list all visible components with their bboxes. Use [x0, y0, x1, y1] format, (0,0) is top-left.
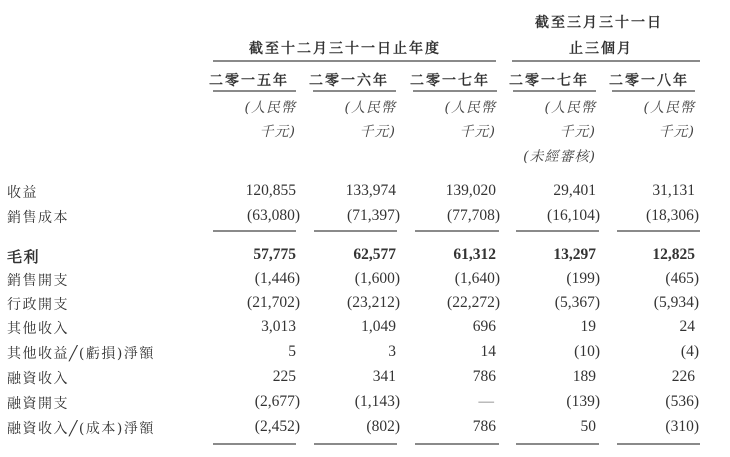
column-unit: 千元) [459, 124, 496, 140]
column-unit: (人民幣 [444, 100, 496, 116]
unaudited-note: (未經審核) [523, 149, 596, 165]
table-row-finance-income [0, 366, 730, 390]
column-unit: 千元) [559, 124, 596, 140]
cell-value: 61,312 [453, 246, 496, 263]
row-label: 融資收入 [7, 371, 69, 387]
annual-group-rule [213, 60, 496, 62]
row-label: 銷售開支 [7, 273, 69, 289]
column-header-year: 二零一七年 [509, 73, 589, 89]
cell-value: 139,020 [445, 182, 496, 199]
cell-value: (63,080) [247, 207, 300, 224]
cell-value: 13,297 [553, 246, 596, 263]
cell-value: (802) [366, 418, 400, 435]
quarter-group-rule [512, 60, 700, 62]
cell-value: 24 [679, 318, 695, 335]
cell-value: (2,452) [254, 418, 300, 435]
cell-value: 29,401 [553, 182, 596, 199]
cell-value: (5,934) [653, 294, 699, 311]
cell-value: 57,775 [253, 246, 296, 263]
bottom-rule [415, 443, 499, 445]
table-row-gross-profit [0, 244, 730, 268]
column-rule [213, 90, 296, 92]
table-row-other-gains-losses [0, 341, 730, 365]
bottom-rule [516, 443, 599, 445]
table-row-cost-of-sales [0, 205, 730, 229]
cell-value: 226 [671, 368, 695, 385]
table-row-other-income [0, 316, 730, 340]
cell-value: (1,143) [354, 393, 400, 410]
column-unit: (人民幣 [344, 100, 396, 116]
table-row-revenue [0, 180, 730, 204]
column-unit: 千元) [359, 124, 396, 140]
column-header-year: 二零一五年 [209, 73, 289, 89]
cell-value: 14 [480, 343, 496, 360]
cell-value: 1,049 [361, 318, 396, 335]
row-label: 融資收入╱(成本)淨額 [7, 421, 155, 437]
column-unit: (人民幣 [244, 100, 296, 116]
bottom-rule [213, 443, 296, 445]
subtotal-rule [415, 230, 499, 232]
cell-value: (139) [566, 393, 600, 410]
column-header-year: 二零一八年 [609, 73, 689, 89]
cell-value: (1,446) [254, 270, 300, 287]
table-row-net-finance [0, 416, 730, 440]
bottom-rule [314, 443, 397, 445]
cell-value: 19 [580, 318, 596, 335]
header-quarter-group-line2: 止三個月 [569, 41, 633, 57]
cell-value: (23,212) [347, 294, 400, 311]
cell-value: (2,677) [254, 393, 300, 410]
subtotal-rule [314, 230, 397, 232]
cell-value: (21,702) [247, 294, 300, 311]
cell-value: — [478, 393, 494, 410]
column-header-year: 二零一七年 [410, 73, 490, 89]
column-unit: (人民幣 [544, 100, 596, 116]
column-rule [313, 90, 396, 92]
cell-value: 12,825 [652, 246, 695, 263]
column-header-year: 二零一六年 [309, 73, 389, 89]
cell-value: 3,013 [261, 318, 296, 335]
header-quarter-group-line1: 截至三月三十一日 [535, 15, 663, 31]
column-rule [513, 90, 596, 92]
cell-value: (5,367) [554, 294, 600, 311]
cell-value: (10) [574, 343, 600, 360]
bottom-rule [617, 443, 700, 445]
row-label: 其他收益╱(虧損)淨額 [7, 346, 155, 362]
cell-value: 62,577 [353, 246, 396, 263]
cell-value: 120,855 [245, 182, 296, 199]
table-row-selling-expenses [0, 268, 730, 292]
cell-value: (16,104) [547, 207, 600, 224]
subtotal-rule [617, 230, 700, 232]
cell-value: 225 [272, 368, 296, 385]
cell-value: 786 [472, 368, 496, 385]
cell-value: 133,974 [345, 182, 396, 199]
cell-value: 696 [472, 318, 496, 335]
column-unit: 千元) [259, 124, 296, 140]
cell-value: 50 [580, 418, 596, 435]
row-label: 收益 [7, 185, 38, 201]
cell-value: 31,131 [652, 182, 695, 199]
cell-value: (71,397) [347, 207, 400, 224]
cell-value: (4) [680, 343, 699, 360]
cell-value: (536) [665, 393, 699, 410]
cell-value: (22,272) [447, 294, 500, 311]
cell-value: (465) [665, 270, 699, 287]
cell-value: 341 [372, 368, 396, 385]
cell-value: (199) [566, 270, 600, 287]
cell-value: (77,708) [447, 207, 500, 224]
table-row-finance-expenses [0, 391, 730, 415]
cell-value: 189 [572, 368, 596, 385]
cell-value: (1,640) [454, 270, 500, 287]
row-label: 行政開支 [7, 297, 69, 313]
row-label: 融資開支 [7, 396, 69, 412]
row-label: 毛利 [7, 248, 41, 266]
subtotal-rule [213, 230, 296, 232]
row-label: 銷售成本 [7, 210, 69, 226]
column-rule [612, 90, 695, 92]
cell-value: (1,600) [354, 270, 400, 287]
column-rule [413, 90, 497, 92]
cell-value: 5 [288, 343, 296, 360]
header-annual-group: 截至十二月三十一日止年度 [249, 41, 441, 57]
table-row-admin-expenses [0, 292, 730, 316]
column-unit: 千元) [658, 124, 695, 140]
row-label: 其他收入 [7, 321, 69, 337]
cell-value: 786 [472, 418, 496, 435]
cell-value: (18,306) [646, 207, 699, 224]
cell-value: (310) [665, 418, 699, 435]
column-unit: (人民幣 [643, 100, 695, 116]
subtotal-rule [516, 230, 599, 232]
cell-value: 3 [388, 343, 396, 360]
